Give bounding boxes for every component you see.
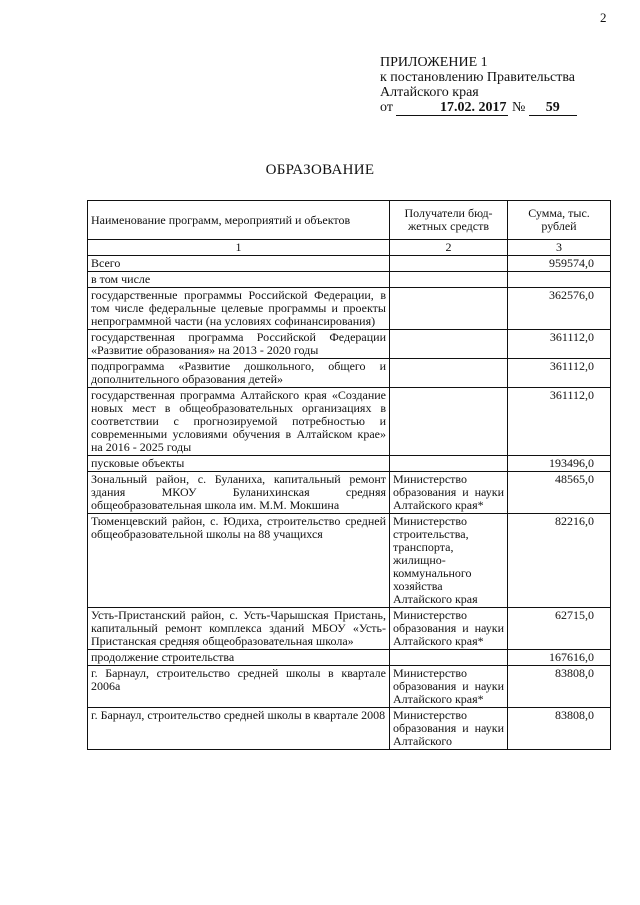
table-row <box>88 272 611 288</box>
table-row <box>88 388 611 456</box>
budget-table <box>87 200 611 750</box>
cell-amount: 361112,0 <box>508 330 611 359</box>
cell-amount <box>508 272 611 288</box>
cell-amount: 959574,0 <box>508 256 611 272</box>
cell-name: государственная программа Российской Федерации «Развитие образования» на 2013 - 2020 годы <box>88 330 390 359</box>
table-row <box>88 288 611 330</box>
cell-name: г. Барнаул, строительство средней школы в квартале 2008 <box>88 708 390 750</box>
appendix-date-line <box>380 100 577 116</box>
cell-name: Тюменцевский район, с. Юдиха, строительство средней общеобразовательной школы на 88 учащихся <box>88 514 390 608</box>
cell-recipient <box>390 359 508 388</box>
table-row <box>88 708 611 750</box>
cell-recipient: Министерство образования и науки Алтайского края* <box>390 666 508 708</box>
cell-name: продолжение строительства <box>88 650 390 666</box>
appendix-line-3: Алтайского края <box>380 85 479 100</box>
cell-name: государственные программы Российской Федерации, в том числе федеральные целевые программы и проекты непрограммной части (на условиях софинансирования) <box>88 288 390 330</box>
header-name: Наименование программ, мероприятий и объектов <box>88 201 390 240</box>
cell-recipient: Министерство образования и науки Алтайского <box>390 708 508 750</box>
cell-amount: 48565,0 <box>508 472 611 514</box>
cell-recipient: Министерство строительства, транспорта, жилищно-коммунального хозяйства Алтайского края <box>390 514 508 608</box>
cell-recipient: Министерство образования и науки Алтайского края* <box>390 608 508 650</box>
cell-name: государственная программа Алтайского края «Создание новых мест в общеобразовательных организациях в соответствии с прогнозируемой потребностью и современными условиями обучения в Алтайском крае» на 2016 - 2025 годы <box>88 388 390 456</box>
cell-recipient <box>390 330 508 359</box>
cell-amount: 362576,0 <box>508 288 611 330</box>
table-row <box>88 608 611 650</box>
number-label: № <box>511 100 526 115</box>
page-number: 2 <box>600 10 607 25</box>
appendix-title: ПРИЛОЖЕНИЕ 1 <box>380 55 488 70</box>
table-row <box>88 472 611 514</box>
appendix-line-2: к постановлению Правительства <box>380 70 576 85</box>
cell-amount: 361112,0 <box>508 388 611 456</box>
table-row <box>88 456 611 472</box>
column-number: 3 <box>508 240 611 256</box>
cell-name: Зональный район, с. Буланиха, капитальный ремонт здания МКОУ Буланихинская средняя общеобразовательная школа им. М.М. Мокшина <box>88 472 390 514</box>
document-title: ОБРАЗОВАНИЕ <box>265 162 375 178</box>
cell-name: пусковые объекты <box>88 456 390 472</box>
cell-recipient <box>390 650 508 666</box>
cell-recipient <box>390 256 508 272</box>
table-row <box>88 256 611 272</box>
cell-name: в том числе <box>88 272 390 288</box>
header-recipient: Получатели бюд-жетных средств <box>390 201 508 240</box>
cell-recipient <box>390 272 508 288</box>
column-number: 2 <box>390 240 508 256</box>
table-row <box>88 650 611 666</box>
resolution-number: 59 <box>529 100 577 116</box>
cell-recipient <box>390 288 508 330</box>
cell-name: подпрограмма «Развитие дошкольного, общего и дополнительного образования детей» <box>88 359 390 388</box>
header-amount: Сумма, тыс. рублей <box>508 201 611 240</box>
table-row <box>88 666 611 708</box>
table-row <box>88 330 611 359</box>
cell-name: Всего <box>88 256 390 272</box>
cell-amount: 167616,0 <box>508 650 611 666</box>
cell-amount: 193496,0 <box>508 456 611 472</box>
column-number: 1 <box>88 240 390 256</box>
resolution-date: 17.02. 2017 <box>396 100 508 116</box>
cell-recipient: Министерство образования и науки Алтайского края* <box>390 472 508 514</box>
cell-name: г. Барнаул, строительство средней школы в квартале 2006а <box>88 666 390 708</box>
cell-name: Усть-Пристанский район, с. Усть-Чарышская Пристань, капитальный ремонт комплекса зданий МБОУ «Усть-Пристанская средняя общеобразовательная школа» <box>88 608 390 650</box>
cell-amount: 361112,0 <box>508 359 611 388</box>
cell-amount: 82216,0 <box>508 514 611 608</box>
table-header-row <box>88 201 611 240</box>
from-label: от <box>380 100 393 115</box>
cell-amount: 62715,0 <box>508 608 611 650</box>
cell-recipient <box>390 456 508 472</box>
budget-table-body <box>88 201 611 750</box>
appendix-header <box>380 55 577 116</box>
table-row <box>88 514 611 608</box>
cell-amount: 83808,0 <box>508 666 611 708</box>
column-number-row <box>88 240 611 256</box>
cell-amount: 83808,0 <box>508 708 611 750</box>
table-row <box>88 359 611 388</box>
cell-recipient <box>390 388 508 456</box>
